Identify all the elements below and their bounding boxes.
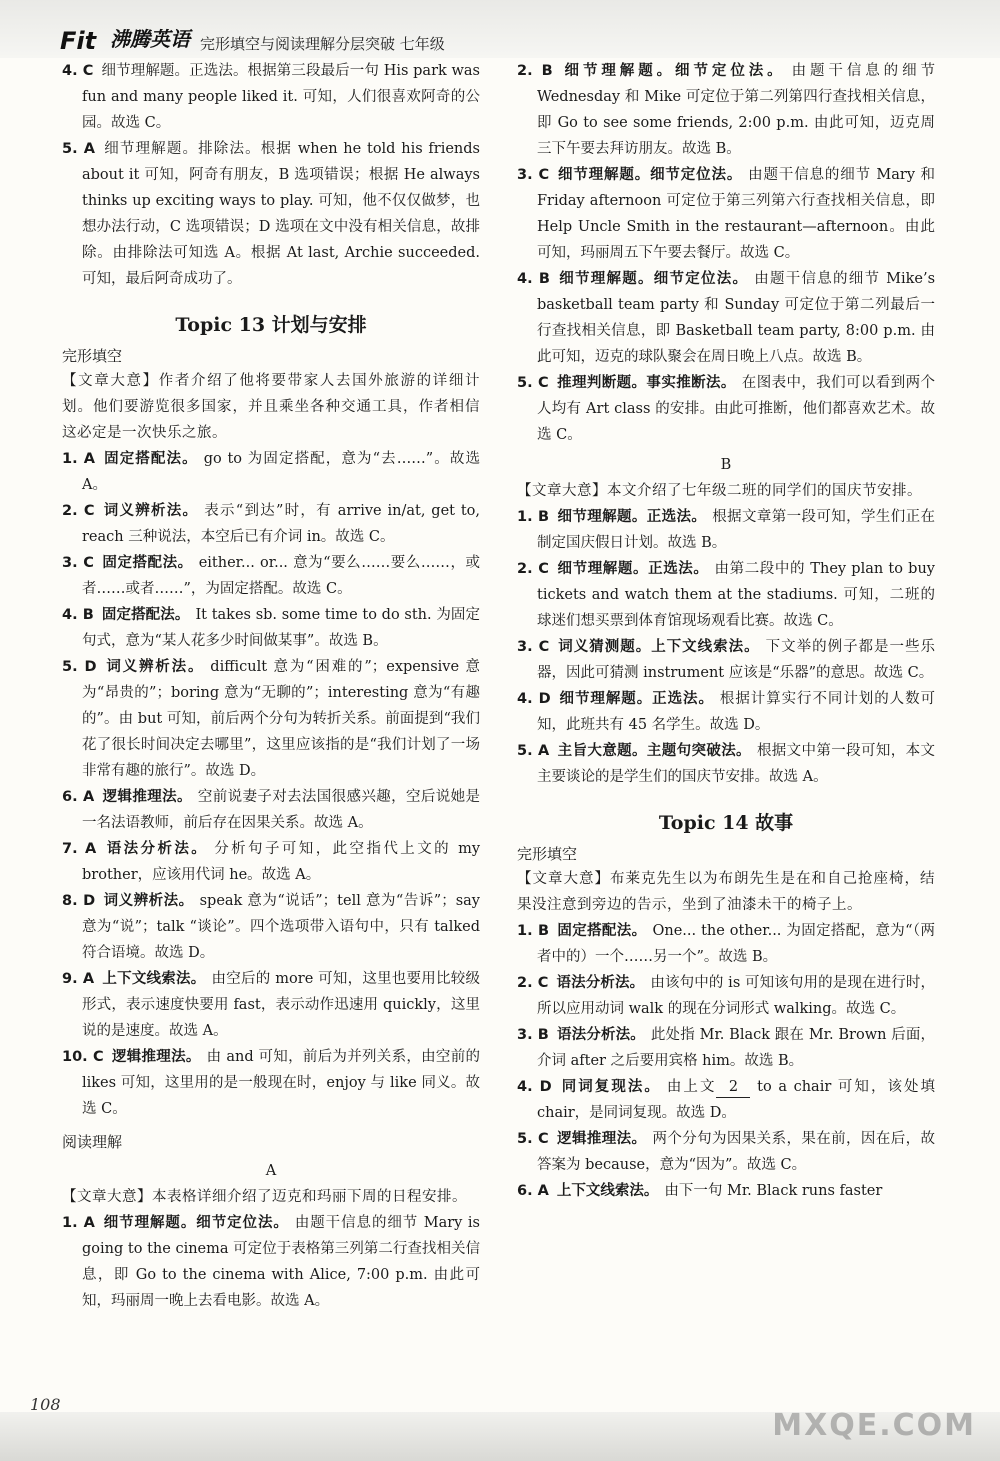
answer-number: 6. A <box>517 1183 549 1199</box>
answer-method: 词义辨析法。 <box>104 659 205 675</box>
answer-number: 7. A <box>62 841 97 857</box>
answer-number: 4. B <box>62 607 94 623</box>
answer-method: 上下文线索法。 <box>102 971 206 987</box>
answer-method: 细节理解题。正选法。 <box>557 509 707 525</box>
article-summary: 【文章大意】布莱克先生以为布朗先生是在和自己抢座椅，结果没注意到旁边的告示，坐到了油漆未干的椅子上。 <box>517 871 935 913</box>
answer-item <box>517 1074 935 1126</box>
left-column <box>62 58 480 1314</box>
answer-item <box>517 686 935 738</box>
answer-text: 在图表中，我们可以看到两个人均有 Art class 的安排。由此可推断，他们都喜欢艺术。故选 C。 <box>537 375 936 443</box>
answer-method: 固定搭配法。 <box>101 555 193 571</box>
answer-text: 由该句中的 is 可知该句用的是现在进行时，所以应用动词 walk 的现在分词形式 walking。故选 C。 <box>537 975 936 1017</box>
book-subtitle: 完形填空与阅读理解分层突破 七年级 <box>200 35 445 53</box>
answer-item <box>62 446 480 498</box>
answer-method: 细节理解题。正选法。 <box>556 561 709 577</box>
answer-item <box>62 836 480 888</box>
answer-method: 细节理解题。细节定位法。 <box>557 167 743 183</box>
answer-number: 2. C <box>517 561 549 577</box>
part-a-label: A <box>265 1163 277 1179</box>
answer-text: 细节理解题。排除法。根据 when he told his friends about it 可知，阿奇有朋友，B 选项错误；根据 He always thinks up exciting ways to play. 可知，他不仅仅做梦，也想办法行动，C 选项错误；D 选项在文中没有相关信息，故排除。由排除法可知选 A。根据 At last, Archie succeeded. 可知，最后阿奇成功了。 <box>82 141 480 287</box>
answer-item <box>517 162 935 266</box>
answer-number: 4. C <box>62 63 94 79</box>
answer-method: 细节理解题。细节定位法。 <box>557 271 749 287</box>
answer-number: 4. D <box>517 691 551 707</box>
answer-number: 8. D <box>62 893 96 909</box>
topic-13-title: Topic 13 计划与安排 <box>175 314 367 336</box>
answer-item <box>517 556 935 634</box>
answer-item <box>517 1126 935 1178</box>
answer-method: 同词复现法。 <box>559 1079 661 1095</box>
answer-number: 1. A <box>62 1215 95 1231</box>
answer-item <box>62 784 480 836</box>
answer-number: 9. A <box>62 971 95 987</box>
answer-text: 由上文 <box>666 1079 717 1095</box>
answer-method: 细节理解题。正选法。 <box>558 691 714 707</box>
article-summary: 【文章大意】作者介绍了他将要带家人去国外旅游的详细计划。他们要游览很多国家，并且乘坐各种交通工具，作者相信这必定是一次快乐之旅。 <box>62 373 480 441</box>
answer-item <box>517 918 935 970</box>
answer-number: 2. C <box>62 503 95 519</box>
answer-text: 由空后的 more 可知，这里也要用比较级形式，表示速度快要用 fast，表示动作迅速用 quickly，这里说的是速度。故选 A。 <box>82 971 480 1039</box>
section-heading-reading: 阅读理解 <box>62 1133 123 1151</box>
answer-item <box>517 370 935 448</box>
answer-number: 4. B <box>517 271 550 287</box>
answer-item <box>62 136 480 292</box>
part-b-label: B <box>720 457 732 473</box>
answer-item <box>517 1178 935 1204</box>
answer-item <box>62 498 480 550</box>
answer-item <box>62 602 480 654</box>
answer-number: 3. C <box>62 555 94 571</box>
answer-text: 由题干信息的细节 Wednesday 和 Mike 可定位于第二列第四行查找相关信息，即 Go to see some friends, 2:00 p.m. 由此可知，迈克周三下午要去拜访朋友。故选 B。 <box>537 63 936 157</box>
answer-text: 细节理解题。正选法。根据第三段最后一句 His park was fun and many people liked it. 可知，人们很喜欢阿奇的公园。故选 C。 <box>82 63 480 131</box>
answer-text: 此处指 Mr. Black 跟在 Mr. Brown 后面，介词 after 之后要用宾格 him。故选 B。 <box>537 1027 936 1069</box>
answer-item <box>62 966 480 1044</box>
answer-number: 4. D <box>517 1079 552 1095</box>
article-summary: 【文章大意】本表格详细介绍了迈克和玛丽下周的日程安排。 <box>62 1189 467 1205</box>
answer-method: 逻辑推理法。 <box>556 1131 647 1147</box>
watermark: MXQE.COM <box>772 1408 976 1443</box>
answer-text: 下文举的例子都是一些乐器，因此可猜测 instrument 应该是“乐器”的意思。故选 C。 <box>537 639 936 681</box>
page-number: 108 <box>30 1395 61 1414</box>
answer-number: 5. A <box>62 141 96 157</box>
answer-text: 分析句子可知，此空指代上文的 my brother，应该用代词 he。故选 A。 <box>82 841 481 883</box>
answer-text: 由题干信息的细节 Mike’s basketball team party 和 Sunday 可定位于第二列最后一行查找相关信息，即 Basketball team party, 8:00 p.m. 由此可知，迈克的球队聚会在周日晚上八点。故选 B。 <box>537 271 936 365</box>
answer-method: 细节理解题。细节定位法。 <box>560 63 786 79</box>
brand-name: 沸腾英语 <box>110 27 190 51</box>
answer-item <box>62 58 480 136</box>
answer-text: 根据文章第一段可知，学生们正在制定国庆假日计划。故选 B。 <box>537 509 936 551</box>
answer-number: 6. A <box>62 789 95 805</box>
answer-method: 上下文线索法。 <box>556 1183 659 1199</box>
answer-method: 固定搭配法。 <box>102 451 198 467</box>
answer-method: 语法分析法。 <box>556 1027 645 1043</box>
answer-number: 1. B <box>517 923 550 939</box>
answer-item <box>62 654 480 784</box>
answer-method: 固定搭配法。 <box>557 923 647 939</box>
answer-number: 3. B <box>517 1027 549 1043</box>
answer-number: 10. C <box>62 1049 104 1065</box>
article-summary: 【文章大意】本文介绍了七年级二班的同学们的国庆节安排。 <box>517 483 922 499</box>
answer-text: 空前说妻子对去法国很感兴趣，空后说她是一名法语教师，前后存在因果关系。故选 A。 <box>82 789 481 831</box>
answer-text: 由题干信息的细节 Mary is going to the cinema 可定位于表格第三列第二行查找相关信息，即 Go to the cinema with Alice, 7:00 p.m. 由此可知，玛丽周一晚上去看电影。故选 A。 <box>82 1215 480 1309</box>
answer-item <box>517 634 935 686</box>
answer-text: difficult 意为“困难的”；expensive 意为“昂贵的”；boring 意为“无聊的”；interesting 意为“有趣的”。由 but 可知，前后两个分句为转折关系。前面提到“我们花了很长时间决定去哪里”，这里应该指的是“我们计划了一场非常有趣的旅行”。故选 D。 <box>82 659 481 779</box>
answer-number: 3. C <box>517 639 550 655</box>
answer-text: 由第二段中的 They plan to buy tickets and watch them at the stadiums. 可知，二班的球迷们想买票到体育馆现场观看比赛。故选 C。 <box>537 561 935 629</box>
answer-method: 逻辑推理法。 <box>102 789 192 805</box>
topic-14-title: Topic 14 故事 <box>658 812 794 834</box>
section-heading-cloze: 完形填空 <box>62 347 123 365</box>
answer-method: 词义辨析法。 <box>102 503 199 519</box>
answer-number: 2. C <box>517 975 549 991</box>
answer-text: 表示“到达”时，有 arrive in/at, get to, reach 三种说法，本空后已有介词 in。故选 C。 <box>82 503 481 545</box>
answer-method: 语法分析法。 <box>104 841 209 857</box>
answer-text: It takes sb. some time to do sth. 为固定句式，意为“某人花多少时间做某事”。故选 B。 <box>82 607 481 649</box>
answer-item <box>62 550 480 602</box>
answer-text: to a chair 可知，该处填 chair，是同词复现。故选 D。 <box>537 1079 936 1121</box>
answer-number: 3. C <box>517 167 550 183</box>
answer-text: One... the other... 为固定搭配，意为“（两者中的）一个……另一个”。故选 B。 <box>537 923 936 965</box>
answer-method: 逻辑推理法。 <box>111 1049 201 1065</box>
answer-item <box>517 266 935 370</box>
answer-method: 推理判断题。事实推断法。 <box>556 375 736 391</box>
answer-method: 语法分析法。 <box>556 975 645 991</box>
right-column <box>517 58 935 1204</box>
section-heading-cloze: 完形填空 <box>517 845 578 863</box>
answer-text: go to 为固定搭配，意为“去……”。故选 A。 <box>82 451 480 493</box>
answer-text: either... or... 意为“要么……要么……，或者……或者……”，为固定搭配。故选 C。 <box>82 555 480 597</box>
answer-item <box>517 504 935 556</box>
answer-text: 由 and 可知，前后为并列关系，由空前的 likes 可知，这里用的是一般现在时，enjoy 与 like 同义。故选 C。 <box>82 1049 480 1117</box>
answer-method: 词义辨析法。 <box>103 893 194 909</box>
answer-number: 2. B <box>517 63 553 79</box>
answer-text: 两个分句为因果关系，果在前，因在后，故答案为 because，意为“因为”。故选 C。 <box>537 1131 935 1173</box>
answer-number: 5. C <box>517 1131 549 1147</box>
answer-item <box>517 58 935 162</box>
answer-text: speak 意为“说话”；tell 意为“告诉”；say 意为“说”；talk “谈论”。四个选项带入语句中，只有 talked 符合语境。故选 D。 <box>82 893 480 961</box>
answer-item <box>62 888 480 966</box>
answer-item <box>517 738 935 790</box>
answer-item <box>62 1210 480 1314</box>
answer-item <box>517 970 935 1022</box>
answer-text: 由下一句 Mr. Black runs faster <box>664 1183 883 1199</box>
answer-text: 根据计算实行不同计划的人数可知，此班共有 45 名学生。故选 D。 <box>537 691 936 733</box>
answer-number: 1. A <box>62 451 95 467</box>
answer-method: 固定搭配法。 <box>101 607 190 623</box>
answer-method: 词义猜测题。上下文线索法。 <box>557 639 760 655</box>
answer-number: 1. B <box>517 509 550 525</box>
answer-number: 5. C <box>517 375 549 391</box>
answer-item <box>62 1044 480 1122</box>
brand-logo: Fit <box>60 27 97 55</box>
answer-number: 5. A <box>517 743 550 759</box>
answer-text: 由题干信息的细节 Mary 和 Friday afternoon 可定位于第三列第六行查找相关信息，即 Help Uncle Smith in the restaurant—afternoon。由此可知，玛丽周五下午要去餐厅。故选 C。 <box>537 167 935 261</box>
blank-number: 2 <box>716 1077 750 1098</box>
answer-method: 细节理解题。细节定位法。 <box>102 1215 289 1231</box>
page-header <box>0 0 1000 58</box>
answer-number: 5. D <box>62 659 97 675</box>
answer-text: 根据文中第一段可知，本文主要谈论的是学生们的国庆节安排。故选 A。 <box>537 743 936 785</box>
answer-method: 主旨大意题。主题句突破法。 <box>557 743 751 759</box>
answer-item <box>517 1022 935 1074</box>
